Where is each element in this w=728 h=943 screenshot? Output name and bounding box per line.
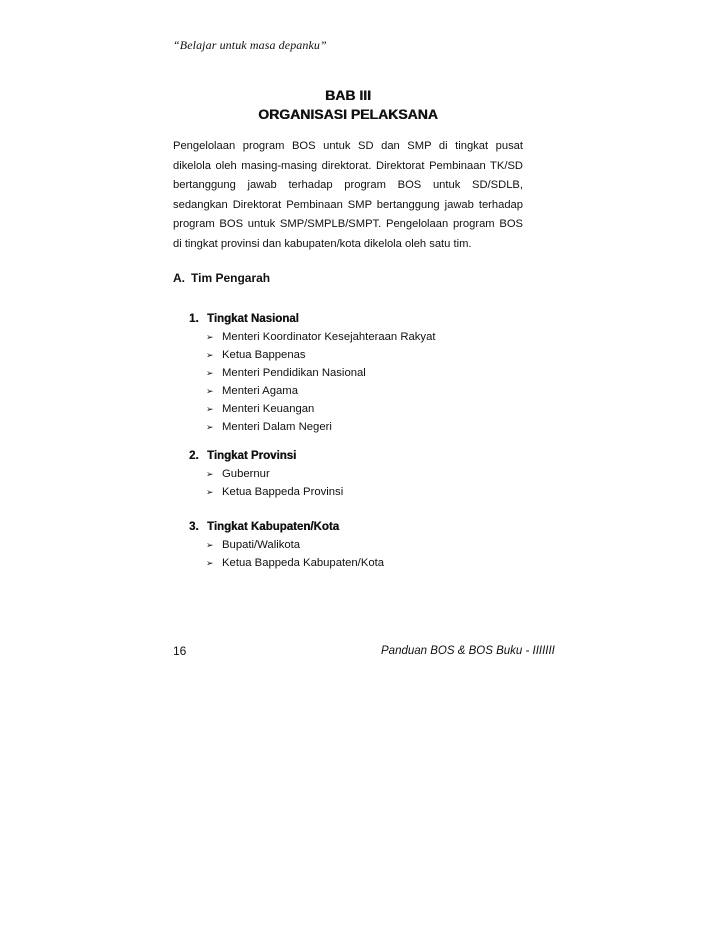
arrowhead-bullet-icon: ➢ <box>206 487 214 497</box>
arrowhead-bullet-icon: ➢ <box>206 540 214 550</box>
group-title: Tingkat Kabupaten/Kota <box>207 521 340 533</box>
list-item <box>206 465 343 483</box>
list-item-label: Ketua Bappenas <box>222 349 306 361</box>
arrowhead-bullet-icon: ➢ <box>206 404 214 414</box>
header-quote: “Belajar untuk masa depanku” <box>173 38 327 52</box>
group-heading <box>189 518 384 536</box>
arrowhead-bullet-icon: ➢ <box>206 558 214 568</box>
group-province <box>189 447 343 501</box>
arrowhead-bullet-icon: ➢ <box>206 350 214 360</box>
list-item-label: Menteri Agama <box>222 385 298 397</box>
list-item-label: Menteri Dalam Negeri <box>222 421 332 433</box>
list-item <box>206 364 436 382</box>
list-item <box>206 536 384 554</box>
section-letter: A. <box>173 271 185 285</box>
group-heading <box>189 447 343 465</box>
list-item-label: Menteri Pendidikan Nasional <box>222 367 366 379</box>
intro-paragraph: Pengelolaan program BOS untuk SD dan SMP di tingkat pusat dikelola oleh masing-masing direktorat. Direktorat Pembinaan TK/SD bertanggung jawab terhadap program BOS untuk SD/SDLB, sedangkan Direktorat Pembinaan SMP bertanggung jawab terhadap program BOS untuk SMP/SMPLB/SMPT. Pengelolaan program BOS di tingkat provinsi dan kabupaten/kota dikelola oleh satu tim. <box>173 140 523 250</box>
arrowhead-bullet-icon: ➢ <box>206 368 214 378</box>
group-items <box>189 328 436 436</box>
list-item <box>206 554 384 572</box>
list-item <box>206 382 436 400</box>
chapter-heading <box>173 86 523 124</box>
arrowhead-bullet-icon: ➢ <box>206 422 214 432</box>
group-number: 3. <box>189 521 199 533</box>
list-item <box>206 483 343 501</box>
footer-book-title: Panduan BOS & BOS Buku - IIIIIII <box>381 645 555 657</box>
group-national <box>189 310 436 436</box>
section-heading <box>173 271 270 285</box>
chapter-number: BAB III <box>325 87 371 103</box>
group-items <box>189 465 343 501</box>
group-regency <box>189 518 384 572</box>
section-title: Tim Pengarah <box>191 271 271 285</box>
list-item <box>206 418 436 436</box>
list-item-label: Menteri Koordinator Kesejahteraan Rakyat <box>222 331 436 343</box>
page-number: 16 <box>173 644 187 658</box>
chapter-title: ORGANISASI PELAKSANA <box>258 106 438 122</box>
list-item <box>206 346 436 364</box>
arrowhead-bullet-icon: ➢ <box>206 469 214 479</box>
group-heading <box>189 310 436 328</box>
group-number: 1. <box>189 313 199 325</box>
list-item-label: Menteri Keuangan <box>222 403 315 415</box>
arrowhead-bullet-icon: ➢ <box>206 386 214 396</box>
list-item <box>206 328 436 346</box>
list-item-label: Ketua Bappeda Kabupaten/Kota <box>222 557 385 569</box>
list-item <box>206 400 436 418</box>
arrowhead-bullet-icon: ➢ <box>206 332 214 342</box>
group-number: 2. <box>189 450 199 462</box>
list-item-label: Ketua Bappeda Provinsi <box>222 486 344 498</box>
group-title: Tingkat Provinsi <box>207 450 297 462</box>
list-item-label: Gubernur <box>222 468 270 480</box>
group-items <box>189 536 384 572</box>
group-title: Tingkat Nasional <box>207 313 299 325</box>
list-item-label: Bupati/Walikota <box>222 539 301 551</box>
